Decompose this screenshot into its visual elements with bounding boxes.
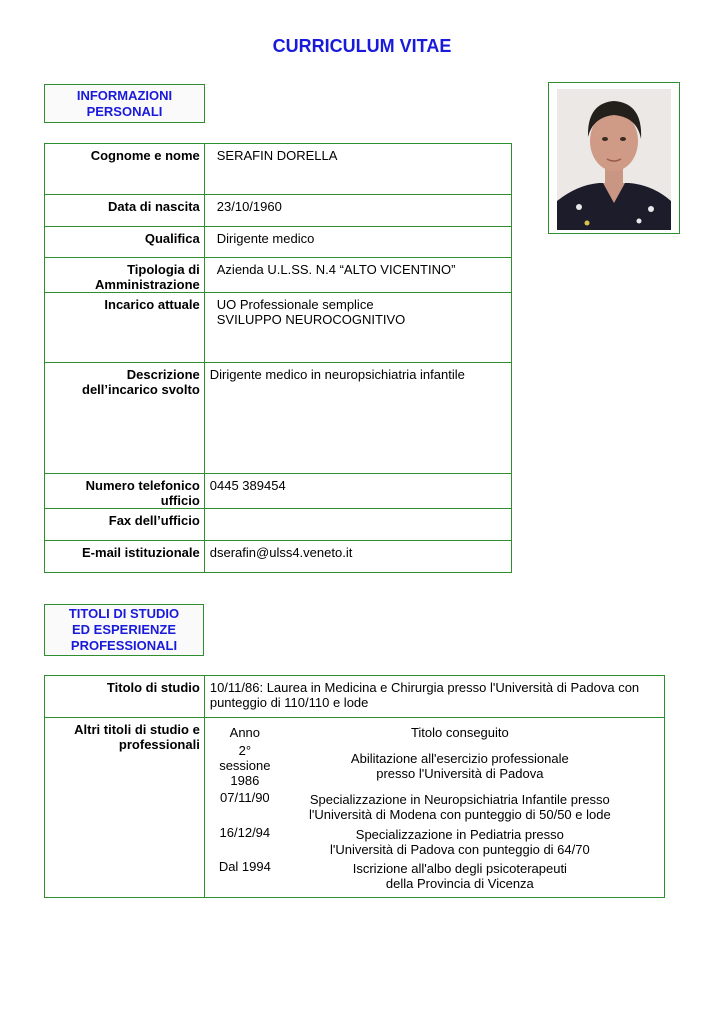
nascita-label: Data di nascita — [45, 195, 205, 227]
incarico-value-line: SVILUPPO NEUROCOGNITIVO — [216, 312, 406, 327]
tipologia-label — [45, 258, 205, 293]
titolo-line: presso l'Università di Padova — [376, 766, 544, 781]
descrizione-label — [45, 363, 205, 474]
title-row-anno — [207, 790, 283, 805]
email-label: E-mail istituzionale — [45, 541, 205, 573]
anno-line: 16/12/94 — [219, 825, 271, 840]
fax-value — [204, 509, 511, 541]
cognome-label: Cognome e nome — [45, 144, 205, 195]
col-anno-header: Anno — [229, 725, 261, 740]
photo-frame — [548, 82, 680, 234]
title-row-text — [303, 792, 617, 822]
nascita-value: 23/10/1960 — [204, 195, 511, 227]
titolo-studio-line: punteggio di 110/110 e lode — [209, 695, 369, 710]
title-row-text — [303, 827, 617, 857]
qualifica-value: Dirigente medico — [204, 227, 511, 258]
incarico-value — [204, 293, 511, 363]
altri-titoli-label-line: Altri titoli di studio e — [74, 722, 200, 737]
titolo-line: Specializzazione in Pediatria presso — [355, 827, 564, 842]
incarico-value-line: UO Professionale semplice — [216, 297, 374, 312]
titles-subtable — [205, 718, 664, 896]
section-heading-line: INFORMAZIONI — [76, 87, 173, 103]
document-title: CURRICULUM VITAE — [272, 36, 452, 56]
telefono-label — [45, 474, 205, 509]
altri-titoli-content — [204, 718, 664, 898]
section-heading-line: ED ESPERIENZE — [71, 622, 177, 637]
anno-line: Dal 1994 — [218, 859, 271, 874]
title-row-text — [303, 751, 617, 781]
section-studies-heading — [44, 604, 204, 656]
section-personal-info-heading — [44, 84, 205, 123]
portrait-photo — [557, 89, 671, 230]
titolo-line: Abilitazione all'esercizio professionale — [350, 751, 569, 766]
incarico-label: Incarico attuale — [45, 293, 205, 363]
titolo-line: della Provincia di Vicenza — [385, 876, 534, 891]
section-heading-line: PERSONALI — [86, 103, 163, 119]
titolo-line: Specializzazione in Neuropsichiatria Infantile presso — [309, 792, 610, 807]
telefono-label-line: ufficio — [160, 493, 200, 508]
descrizione-value: Dirigente medico in neuropsichiatria infantile — [204, 363, 511, 474]
titolo-line: l'Università di Padova con punteggio di 64/70 — [329, 842, 590, 857]
qualifica-label: Qualifica — [45, 227, 205, 258]
title-row-anno — [207, 743, 283, 788]
col-titolo-header: Titolo conseguito — [410, 725, 509, 740]
tipologia-value: Azienda U.L.SS. N.4 “ALTO VICENTINO” — [204, 258, 511, 293]
personal-info-table — [44, 143, 512, 573]
titolo-studio-label: Titolo di studio — [45, 676, 205, 718]
anno-line: sessione — [219, 758, 271, 773]
anno-line: 1986 — [230, 773, 260, 788]
anno-line: 07/11/90 — [220, 790, 270, 805]
descrizione-label-line: dell’incarico svolto — [82, 382, 200, 397]
tipologia-label-line: Tipologia di — [127, 262, 200, 277]
title-row-text — [303, 861, 617, 891]
altri-titoli-label-line: professionali — [118, 737, 200, 752]
titolo-studio-value — [204, 676, 664, 718]
section-heading-line: PROFESSIONALI — [70, 638, 178, 653]
email-value: dserafin@ulss4.veneto.it — [204, 541, 511, 573]
title-row-anno — [207, 825, 283, 840]
anno-line: 2° — [238, 743, 252, 758]
telefono-label-line: Numero telefonico — [85, 478, 200, 493]
telefono-value: 0445 389454 — [204, 474, 511, 509]
titolo-studio-line: 10/11/86: Laurea in Medicina e Chirurgia presso l'Università di Padova con — [209, 680, 640, 695]
altri-titoli-label — [45, 718, 205, 898]
fax-label: Fax dell’ufficio — [45, 509, 205, 541]
tipologia-label-line: Amministrazione — [95, 277, 200, 292]
section-heading-line: TITOLI DI STUDIO — [68, 606, 180, 621]
title-row-anno — [207, 859, 283, 874]
descrizione-label-line: Descrizione — [126, 367, 200, 382]
cognome-value: SERAFIN DORELLA — [204, 144, 511, 195]
studies-table — [44, 675, 665, 898]
titolo-line: l'Università di Modena con punteggio di 50/50 e lode — [309, 807, 611, 822]
titolo-line: Iscrizione all'albo degli psicoterapeuti — [352, 861, 567, 876]
